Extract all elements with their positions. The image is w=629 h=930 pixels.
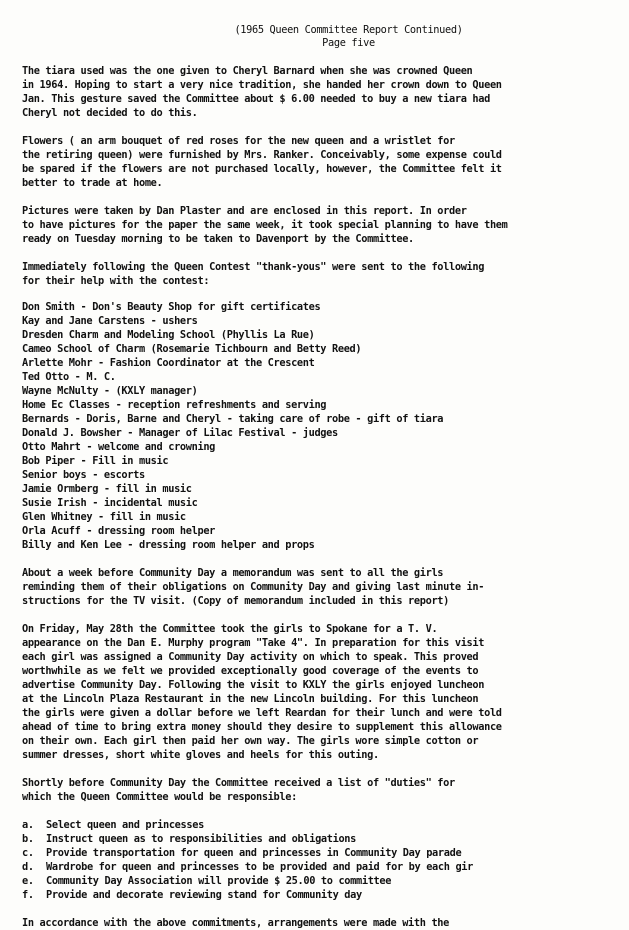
paragraph-line: worthwhile as we felt we provided exceptionally good coverage of the events to [22,665,479,677]
paragraph-line: for their help with the contest: [22,275,210,287]
page-header [82,24,615,50]
paragraph-line: ahead of time to bring extra money should they desire to supplement this allowance [22,721,502,733]
duty-text: Provide and decorate reviewing stand for Community day [46,889,362,901]
duty-text: Community Day Association will provide $ 25.00 to committee [46,875,392,887]
duty-key: e. [22,875,34,887]
list-item: Senior boys - escorts [22,469,145,481]
list-item: Bob Piper - Fill in music [22,455,169,467]
list-item: Donald J. Bowsher - Manager of Lilac Festival - judges [22,427,338,439]
list-item: Jamie Ormberg - fill in music [22,483,192,495]
paragraph-line: On Friday, May 28th the Committee took the girls to Spokane for a T. V. [22,623,438,635]
duty-key: a. [22,819,34,831]
list-item: Ted Otto - M. C. [22,371,116,383]
duty-item [22,874,615,888]
paragraph-line: ready on Tuesday morning to be taken to Davenport by the Committee. [22,233,414,245]
list-item: Bernards - Doris, Barne and Cheryl - taking care of robe - gift of tiara [22,413,444,425]
paragraph-line: be spared if the flowers are not purchased locally, however, the Committee felt it [22,163,502,175]
paragraph-line: Shortly before Community Day the Committee received a list of "duties" for [22,777,455,789]
list-item: Susie Irish - incidental music [22,497,198,509]
duty-item [22,846,615,860]
paragraph [22,204,615,246]
paragraph-line: Pictures were taken by Dan Plaster and are enclosed in this report. In order [22,205,467,217]
paragraph-line: reminding them of their obligations on Community Day and giving last minute in- [22,581,485,593]
paragraph-line: which the Queen Committee would be responsible: [22,791,297,803]
paragraph [22,622,615,762]
paragraphs-section-1 [22,64,615,288]
paragraph-line: in 1964. Hoping to start a very nice tradition, she handed her crown down to Queen [22,79,502,91]
paragraph-line: appearance on the Dan E. Murphy program "Take 4". In preparation for this visit [22,637,485,649]
closing-line: In accordance with the above commitments, arrangements were made with the [22,917,449,929]
list-item: Kay and Jane Carstens - ushers [22,315,198,327]
paragraph-line: each girl was assigned a Community Day activity on which to speak. This proved [22,651,479,663]
paragraph [22,776,615,804]
list-item: Don Smith - Don's Beauty Shop for gift certificates [22,301,321,313]
list-item: Dresden Charm and Modeling School (Phyllis La Rue) [22,329,315,341]
paragraph-line: to have pictures for the paper the same week, it took special planning to have them [22,219,508,231]
list-item: Otto Mahrt - welcome and crowning [22,441,216,453]
paragraph-line: About a week before Community Day a memorandum was sent to all the girls [22,567,444,579]
list-item: Billy and Ken Lee - dressing room helper and props [22,539,315,551]
paragraph-line: the girls were given a dollar before we left Reardan for their lunch and were told [22,707,502,719]
closing-paragraph [22,916,615,930]
paragraph-line: Immediately following the Queen Contest "thank-yous" were sent to the following [22,261,485,273]
duties-list [22,818,615,902]
paragraph-line: at the Lincoln Plaza Restaurant in the new Lincoln building. For this luncheon [22,693,479,705]
duty-text: Select queen and princesses [46,819,204,831]
duty-text: Instruct queen as to responsibilities and obligations [46,833,357,845]
duty-item [22,832,615,846]
paragraph-line: summer dresses, short white gloves and heels for this outing. [22,749,379,761]
paragraph [22,566,615,608]
duty-key: c. [22,847,34,859]
list-item: Home Ec Classes - reception refreshments and serving [22,399,327,411]
paragraph-line: The tiara used was the one given to Cheryl Barnard when she was crowned Queen [22,65,473,77]
list-item: Cameo School of Charm (Rosemarie Tichbourn and Betty Reed) [22,343,362,355]
page-number: Page five [322,37,375,49]
paragraph-line: advertise Community Day. Following the visit to KXLY the girls enjoyed luncheon [22,679,485,691]
duty-text: Wardrobe for queen and princesses to be provided and paid for by each gir [46,861,473,873]
paragraph-line: structions for the TV visit. (Copy of memorandum included in this report) [22,595,449,607]
paragraphs-section-2 [22,566,615,804]
paragraph-line: the retiring queen) were furnished by Mrs. Ranker. Conceivably, some expense could [22,149,502,161]
thanks-list [22,300,615,552]
list-item: Glen Whitney - fill in music [22,511,186,523]
paragraph [22,134,615,190]
duty-item [22,818,615,832]
list-item: Arlette Mohr - Fashion Coordinator at the Crescent [22,357,315,369]
report-title: (1965 Queen Committee Report Continued) [234,24,463,36]
paragraph-line: Flowers ( an arm bouquet of red roses for the new queen and a wristlet for [22,135,455,147]
paragraph-line: Cheryl not decided to do this. [22,107,198,119]
duty-key: f. [22,889,34,901]
paragraph [22,260,615,288]
duty-text: Provide transportation for queen and princesses in Community Day parade [46,847,462,859]
duty-item [22,860,615,874]
paragraph [22,64,615,120]
paragraph-line: Jan. This gesture saved the Committee about $ 6.00 needed to buy a new tiara had [22,93,490,105]
list-item: Orla Acuff - dressing room helper [22,525,216,537]
duty-key: b. [22,833,34,845]
paragraph-line: on their own. Each girl then paid her own way. The girls wore simple cotton or [22,735,479,747]
paragraph-line: better to trade at home. [22,177,163,189]
list-item: Wayne McNulty - (KXLY manager) [22,385,198,397]
duty-key: d. [22,861,34,873]
